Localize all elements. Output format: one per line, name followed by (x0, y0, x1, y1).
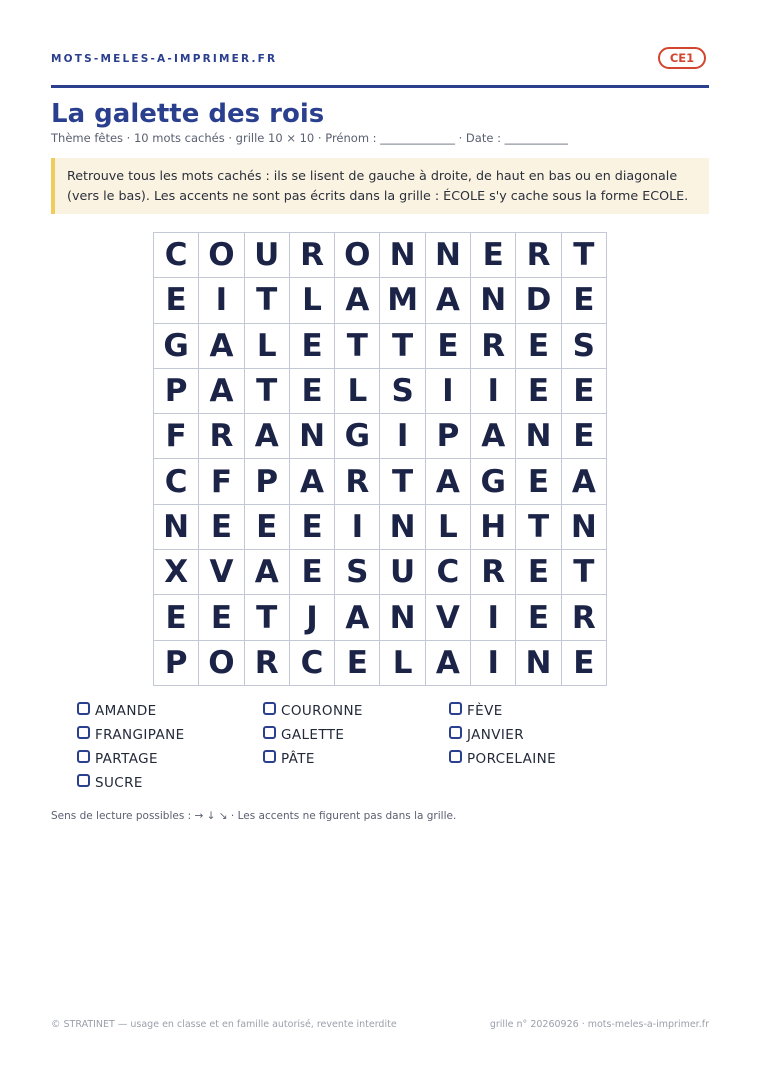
grid-cell: A (290, 459, 335, 504)
grid-cell: N (562, 505, 607, 550)
checkbox-icon[interactable] (77, 702, 90, 715)
grid-cell: G (154, 324, 199, 369)
grid-cell: E (290, 550, 335, 595)
reading-directions-note: Sens de lecture possibles : → ↓ ↘ · Les accents ne figurent pas dans la grille. (51, 810, 457, 822)
grid-cell: O (199, 233, 244, 278)
grid-cell: T (562, 550, 607, 595)
checkbox-icon[interactable] (77, 774, 90, 787)
grid-cell: V (426, 595, 471, 640)
grid-cell: G (335, 414, 380, 459)
grid-cell: E (290, 369, 335, 414)
word-list-item (77, 751, 263, 768)
grid-cell: E (290, 324, 335, 369)
grid-cell: T (380, 459, 425, 504)
grid-cell: A (199, 324, 244, 369)
word-label: FÈVE (467, 703, 503, 719)
grid-cell: N (154, 505, 199, 550)
grid-cell: R (199, 414, 244, 459)
word-list-item (449, 727, 635, 744)
grid-cell: F (154, 414, 199, 459)
checkbox-icon[interactable] (77, 750, 90, 763)
word-label: JANVIER (467, 727, 525, 743)
checkbox-icon[interactable] (77, 726, 90, 739)
grid-cell: A (562, 459, 607, 504)
grid-cell: A (199, 369, 244, 414)
grid-cell: T (335, 324, 380, 369)
word-list-item (77, 775, 263, 792)
grid-cell: T (245, 369, 290, 414)
grid-cell: I (471, 641, 516, 686)
grid-cell: E (154, 595, 199, 640)
grid-cell: A (426, 641, 471, 686)
grid-cell: T (380, 324, 425, 369)
checkbox-icon[interactable] (449, 726, 462, 739)
grid-cell: E (562, 278, 607, 323)
grid-cell: N (516, 641, 561, 686)
level-badge: CE1 (658, 47, 706, 69)
instructions-box: Retrouve tous les mots cachés : ils se lisent de gauche à droite, de haut en bas ou en diagonale (vers le bas). Les accents ne sont pas écrits dans la grille : ÉCOLE s'y cache sous la forme ECOLE. (51, 158, 709, 214)
grid-cell: A (471, 414, 516, 459)
copyright-notice: © STRATINET — usage en classe et en famille autorisé, revente interdite (51, 1019, 397, 1030)
word-list-item (263, 727, 449, 744)
grid-cell: P (154, 369, 199, 414)
grid-cell: U (380, 550, 425, 595)
grid-cell: S (562, 324, 607, 369)
word-label: FRANGIPANE (95, 727, 185, 743)
grid-cell: N (380, 505, 425, 550)
grid-cell: N (516, 414, 561, 459)
grid-cell: E (516, 459, 561, 504)
grid-cell: R (562, 595, 607, 640)
grid-cell: O (335, 233, 380, 278)
grid-cell: G (471, 459, 516, 504)
grid-cell: T (245, 278, 290, 323)
grid-cell: R (290, 233, 335, 278)
grid-cell: L (380, 641, 425, 686)
word-list-item (77, 703, 263, 720)
grid-cell: R (335, 459, 380, 504)
word-list-item (263, 751, 449, 768)
grid-reference: grille n° 20260926 · mots-meles-a-imprimer.fr (489, 1019, 709, 1030)
grid-cell: I (199, 278, 244, 323)
grid-cell: E (516, 595, 561, 640)
grid-cell: E (562, 414, 607, 459)
grid-cell: O (199, 641, 244, 686)
grid-cell: E (426, 324, 471, 369)
grid-cell: P (245, 459, 290, 504)
grid-cell: A (245, 414, 290, 459)
grid-cell: A (426, 278, 471, 323)
checkbox-icon[interactable] (449, 750, 462, 763)
grid-cell: C (154, 233, 199, 278)
word-list-item (263, 703, 449, 720)
grid-cell: L (335, 369, 380, 414)
grid-cell: M (380, 278, 425, 323)
word-label: GALETTE (281, 727, 345, 743)
grid-cell: C (426, 550, 471, 595)
grid-cell: E (335, 641, 380, 686)
word-list-item (449, 751, 635, 768)
grid-cell: X (154, 550, 199, 595)
grid-cell: E (516, 369, 561, 414)
grid-cell: E (154, 278, 199, 323)
checkbox-icon[interactable] (263, 702, 276, 715)
header-rule (51, 85, 709, 88)
grid-cell: E (290, 505, 335, 550)
word-list (77, 703, 637, 792)
grid-cell: T (516, 505, 561, 550)
grid-cell: I (471, 369, 516, 414)
grid-cell: R (245, 641, 290, 686)
checkbox-icon[interactable] (263, 750, 276, 763)
grid-cell: N (380, 233, 425, 278)
grid-cell: S (380, 369, 425, 414)
grid-cell: N (380, 595, 425, 640)
grid-cell: L (245, 324, 290, 369)
page-subtitle: Thème fêtes · 10 mots cachés · grille 10 × 10 · Prénom : _____________ · Date : ___________ (51, 131, 568, 145)
grid-cell: N (471, 278, 516, 323)
word-label: PARTAGE (95, 751, 158, 767)
word-list-item (449, 703, 635, 720)
grid-cell: T (562, 233, 607, 278)
grid-cell: E (516, 324, 561, 369)
grid-cell: P (154, 641, 199, 686)
checkbox-icon[interactable] (263, 726, 276, 739)
grid-cell: E (562, 369, 607, 414)
grid-cell: D (516, 278, 561, 323)
grid-cell: R (471, 324, 516, 369)
checkbox-icon[interactable] (449, 702, 462, 715)
word-label: PÂTE (281, 751, 315, 767)
grid-cell: E (516, 550, 561, 595)
grid-cell: F (199, 459, 244, 504)
grid-cell: L (290, 278, 335, 323)
grid-cell: R (471, 550, 516, 595)
page-title: La galette des rois (51, 99, 325, 129)
grid-cell: P (426, 414, 471, 459)
grid-cell: C (154, 459, 199, 504)
grid-cell: E (471, 233, 516, 278)
grid-cell: A (335, 278, 380, 323)
word-label: COURONNE (281, 703, 363, 719)
grid-cell: J (290, 595, 335, 640)
grid-cell: V (199, 550, 244, 595)
grid-cell: I (471, 595, 516, 640)
grid-cell: H (471, 505, 516, 550)
grid-cell: I (380, 414, 425, 459)
grid-cell: N (290, 414, 335, 459)
word-list-item (77, 727, 263, 744)
grid-cell: E (562, 641, 607, 686)
grid-cell: C (290, 641, 335, 686)
grid-cell: R (516, 233, 561, 278)
grid-cell: I (426, 369, 471, 414)
word-label: SUCRE (95, 775, 143, 791)
grid-cell: E (245, 505, 290, 550)
grid-cell: E (199, 505, 244, 550)
grid-cell: U (245, 233, 290, 278)
word-label: AMANDE (95, 703, 157, 719)
grid-cell: A (245, 550, 290, 595)
grid-cell: A (335, 595, 380, 640)
site-name: MOTS-MELES-A-IMPRIMER.FR (51, 53, 278, 65)
grid-cell: E (199, 595, 244, 640)
grid-cell: A (426, 459, 471, 504)
grid-cell: T (245, 595, 290, 640)
grid-cell: L (426, 505, 471, 550)
grid-cell: I (335, 505, 380, 550)
grid-cell: N (426, 233, 471, 278)
word-label: PORCELAINE (467, 751, 557, 767)
grid-cell: S (335, 550, 380, 595)
word-search-grid (153, 232, 607, 686)
